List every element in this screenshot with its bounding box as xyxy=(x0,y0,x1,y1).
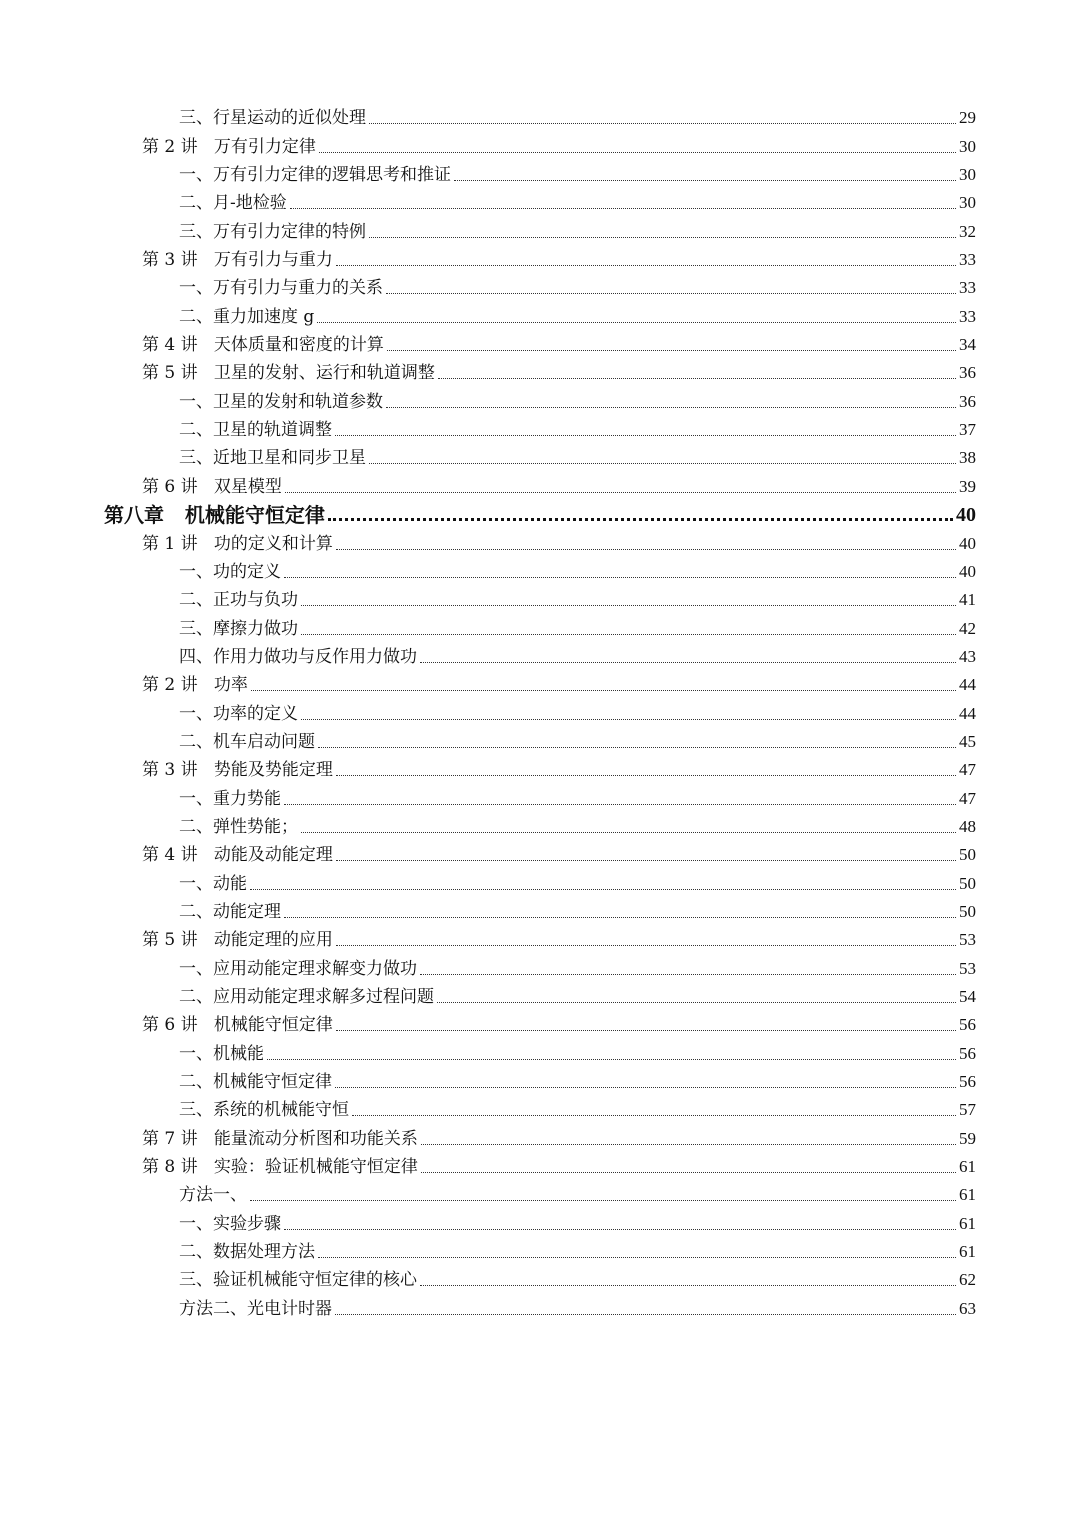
toc-entry-title: 一、功率的定义 xyxy=(179,703,298,724)
dot-leader xyxy=(301,719,956,720)
dot-leader xyxy=(336,945,956,946)
dot-leader xyxy=(454,180,956,181)
dot-leader xyxy=(251,690,956,691)
table-of-contents xyxy=(0,103,1080,1322)
toc-page-number: 56 xyxy=(959,1072,976,1092)
dot-leader xyxy=(319,152,956,153)
toc-lecture-row[interactable] xyxy=(0,840,1080,868)
toc-entry-title: 一、应用动能定理求解变力做功 xyxy=(179,958,417,979)
toc-section-row[interactable] xyxy=(0,1180,1080,1208)
toc-section-row[interactable] xyxy=(0,585,1080,613)
toc-page-number: 34 xyxy=(959,335,976,355)
toc-section-row[interactable] xyxy=(0,727,1080,755)
dot-leader xyxy=(336,775,956,776)
toc-page-number: 61 xyxy=(959,1242,976,1262)
dot-leader xyxy=(386,293,956,294)
toc-page-number: 30 xyxy=(959,165,976,185)
toc-section-row[interactable] xyxy=(0,812,1080,840)
toc-entry-title: 二、月-地检验 xyxy=(179,193,287,214)
toc-lecture-row[interactable] xyxy=(0,471,1080,499)
dot-leader xyxy=(336,549,956,550)
toc-section-row[interactable] xyxy=(0,443,1080,471)
dot-leader xyxy=(318,1257,956,1258)
toc-entry-title: 第 1 讲 功的定义和计算 xyxy=(142,533,333,554)
toc-section-row[interactable] xyxy=(0,613,1080,641)
toc-page-number: 30 xyxy=(959,193,976,213)
toc-entry-title: 一、机械能 xyxy=(179,1043,264,1064)
dot-leader xyxy=(421,1172,956,1173)
toc-section-row[interactable] xyxy=(0,982,1080,1010)
toc-entry-title: 一、万有引力定律的逻辑思考和推证 xyxy=(179,165,451,186)
dot-leader xyxy=(420,974,956,975)
dot-leader xyxy=(387,350,956,351)
toc-lecture-row[interactable] xyxy=(0,245,1080,273)
toc-entry-title: 第 6 讲 机械能守恒定律 xyxy=(142,1015,333,1036)
toc-entry-title: 三、近地卫星和同步卫星 xyxy=(179,448,366,469)
dot-leader xyxy=(386,407,956,408)
toc-entry-title: 三、行星运动的近似处理 xyxy=(179,108,366,129)
toc-entry-title: 二、重力加速度 g xyxy=(179,306,315,327)
toc-section-row[interactable] xyxy=(0,301,1080,329)
toc-page-number: 42 xyxy=(959,618,976,638)
toc-page-number: 56 xyxy=(959,1043,976,1063)
toc-entry-title: 第 4 讲 动能及动能定理 xyxy=(142,845,333,866)
dot-leader xyxy=(335,1314,956,1315)
toc-section-row[interactable] xyxy=(0,868,1080,896)
toc-chapter-row[interactable] xyxy=(0,500,1080,528)
dot-leader xyxy=(438,378,956,379)
toc-lecture-row[interactable] xyxy=(0,1123,1080,1151)
toc-page-number: 61 xyxy=(959,1157,976,1177)
toc-section-row[interactable] xyxy=(0,1237,1080,1265)
toc-section-row[interactable] xyxy=(0,273,1080,301)
dot-leader xyxy=(421,1144,956,1145)
toc-page-number: 33 xyxy=(959,306,976,326)
toc-page-number: 45 xyxy=(959,731,976,751)
toc-entry-title: 第 4 讲 天体质量和密度的计算 xyxy=(142,335,384,356)
toc-page-number: 41 xyxy=(959,590,976,610)
toc-entry-title: 一、功的定义 xyxy=(179,561,281,582)
toc-page-number: 63 xyxy=(959,1298,976,1318)
toc-entry-title: 一、实验步骤 xyxy=(179,1213,281,1234)
dot-leader xyxy=(336,265,956,266)
toc-section-row[interactable] xyxy=(0,1095,1080,1123)
toc-page-number: 57 xyxy=(959,1100,976,1120)
toc-entry-title: 第 7 讲 能量流动分析图和功能关系 xyxy=(142,1128,418,1149)
toc-entry-title: 方法一、 xyxy=(179,1185,247,1206)
toc-page-number: 50 xyxy=(959,845,976,865)
dot-leader xyxy=(284,577,956,578)
dot-leader xyxy=(284,804,956,805)
toc-entry-title: 一、卫星的发射和轨道参数 xyxy=(179,391,383,412)
toc-section-row[interactable] xyxy=(0,188,1080,216)
toc-page-number: 39 xyxy=(959,476,976,496)
toc-entry-title: 方法二、光电计时器 xyxy=(179,1298,332,1319)
dot-leader xyxy=(285,492,956,493)
toc-entry-title: 第 8 讲 实验：验证机械能守恒定律 xyxy=(142,1157,418,1178)
toc-page-number: 40 xyxy=(959,561,976,581)
dot-leader xyxy=(437,1002,956,1003)
toc-section-row[interactable] xyxy=(0,1067,1080,1095)
toc-entry-title: 二、机车启动问题 xyxy=(179,731,315,752)
toc-page-number: 37 xyxy=(959,420,976,440)
dot-leader xyxy=(335,1087,956,1088)
toc-page-number: 53 xyxy=(959,958,976,978)
toc-page-number: 61 xyxy=(959,1213,976,1233)
toc-page-number: 40 xyxy=(956,504,976,527)
toc-lecture-row[interactable] xyxy=(0,131,1080,159)
toc-entry-title: 二、数据处理方法 xyxy=(179,1242,315,1263)
toc-page-number: 29 xyxy=(959,108,976,128)
toc-entry-title: 第 2 讲 万有引力定律 xyxy=(142,136,316,157)
toc-section-row[interactable] xyxy=(0,160,1080,188)
toc-section-row[interactable] xyxy=(0,557,1080,585)
toc-section-row[interactable] xyxy=(0,1265,1080,1293)
toc-page-number: 53 xyxy=(959,930,976,950)
dot-leader xyxy=(420,662,956,663)
dot-leader xyxy=(290,208,956,209)
toc-entry-title: 第 5 讲 动能定理的应用 xyxy=(142,930,333,951)
toc-entry-title: 一、重力势能 xyxy=(179,788,281,809)
toc-section-row[interactable] xyxy=(0,415,1080,443)
toc-lecture-row[interactable] xyxy=(0,330,1080,358)
toc-entry-title: 二、应用动能定理求解多过程问题 xyxy=(179,987,434,1007)
toc-page-number: 43 xyxy=(959,646,976,666)
toc-page-number: 62 xyxy=(959,1270,976,1290)
toc-page-number: 54 xyxy=(959,987,976,1006)
toc-section-row[interactable] xyxy=(0,103,1080,131)
toc-entry-title: 一、动能 xyxy=(179,873,247,894)
dot-leader xyxy=(318,747,956,748)
toc-entry-title: 二、动能定理 xyxy=(179,901,281,922)
toc-page-number: 40 xyxy=(959,533,976,553)
dot-leader xyxy=(369,123,956,124)
toc-lecture-row[interactable] xyxy=(0,925,1080,953)
dot-leader xyxy=(301,832,956,833)
dot-leader xyxy=(250,1200,956,1201)
toc-entry-title: 二、机械能守恒定律 xyxy=(179,1072,332,1093)
dot-leader xyxy=(336,860,956,861)
toc-section-row[interactable] xyxy=(0,1208,1080,1236)
toc-page-number: 59 xyxy=(959,1128,976,1148)
toc-entry-title: 第 3 讲 万有引力与重力 xyxy=(142,250,333,271)
toc-entry-title: 第 3 讲 势能及势能定理 xyxy=(142,760,333,781)
toc-section-row[interactable] xyxy=(0,953,1080,981)
toc-entry-title: 四、作用力做功与反作用力做功 xyxy=(179,646,417,667)
toc-section-row[interactable] xyxy=(0,1038,1080,1066)
toc-page-number: 36 xyxy=(959,391,976,411)
dot-leader xyxy=(369,463,956,464)
toc-page-number: 61 xyxy=(959,1185,976,1205)
dot-leader xyxy=(335,435,956,436)
toc-page-number: 36 xyxy=(959,363,976,383)
toc-entry-title: 第八章 机械能守恒定律 xyxy=(104,503,325,528)
dot-leader xyxy=(284,1229,956,1230)
toc-entry-title: 第 2 讲 功率 xyxy=(142,675,248,696)
toc-page-number: 47 xyxy=(959,760,976,780)
toc-page-number: 50 xyxy=(959,873,976,893)
dot-leader xyxy=(250,889,956,890)
dot-leader xyxy=(352,1115,956,1116)
dot-leader xyxy=(317,322,956,323)
toc-entry-title: 三、摩擦力做功 xyxy=(179,618,298,639)
toc-section-row[interactable] xyxy=(0,386,1080,414)
dot-leader xyxy=(301,605,956,606)
dot-leader xyxy=(301,634,956,635)
toc-entry-title: 第 6 讲 双星模型 xyxy=(142,476,282,497)
toc-entry-title: 二、弹性势能； xyxy=(179,816,298,837)
toc-section-row[interactable] xyxy=(0,698,1080,726)
toc-section-row[interactable] xyxy=(0,642,1080,670)
toc-section-row[interactable] xyxy=(0,216,1080,244)
toc-page-number: 33 xyxy=(959,278,976,298)
toc-entry-title: 二、正功与负功 xyxy=(179,590,298,611)
toc-page-number: 56 xyxy=(959,1015,976,1035)
toc-page-number: 33 xyxy=(959,250,976,270)
toc-entry-title: 三、验证机械能守恒定律的核心 xyxy=(179,1270,417,1291)
toc-section-row[interactable] xyxy=(0,897,1080,925)
toc-entry-title: 三、万有引力定律的特例 xyxy=(179,221,366,242)
toc-page-number: 48 xyxy=(959,816,976,836)
dot-leader xyxy=(336,1030,956,1031)
toc-lecture-row[interactable] xyxy=(0,670,1080,698)
dot-leader xyxy=(284,917,956,918)
toc-entry-title: 三、系统的机械能守恒 xyxy=(179,1100,349,1121)
toc-page-number: 44 xyxy=(959,675,976,695)
toc-lecture-row[interactable] xyxy=(0,1010,1080,1038)
toc-section-row[interactable] xyxy=(0,1293,1080,1321)
toc-lecture-row[interactable] xyxy=(0,528,1080,556)
toc-entry-title: 第 5 讲 卫星的发射、运行和轨道调整 xyxy=(142,363,435,384)
toc-page-number: 50 xyxy=(959,901,976,921)
dot-leader xyxy=(420,1285,956,1286)
toc-entry-title: 一、万有引力与重力的关系 xyxy=(179,278,383,299)
dot-leader xyxy=(369,237,956,238)
toc-section-row[interactable] xyxy=(0,783,1080,811)
toc-page-number: 44 xyxy=(959,703,976,723)
toc-entry-title: 二、卫星的轨道调整 xyxy=(179,420,332,441)
dot-leader xyxy=(328,518,953,521)
toc-page-number: 32 xyxy=(959,221,976,241)
toc-lecture-row[interactable] xyxy=(0,1152,1080,1180)
toc-page-number: 47 xyxy=(959,788,976,808)
toc-page-number: 30 xyxy=(959,136,976,156)
toc-lecture-row[interactable] xyxy=(0,755,1080,783)
toc-lecture-row[interactable] xyxy=(0,358,1080,386)
toc-page-number: 38 xyxy=(959,448,976,468)
dot-leader xyxy=(267,1059,956,1060)
